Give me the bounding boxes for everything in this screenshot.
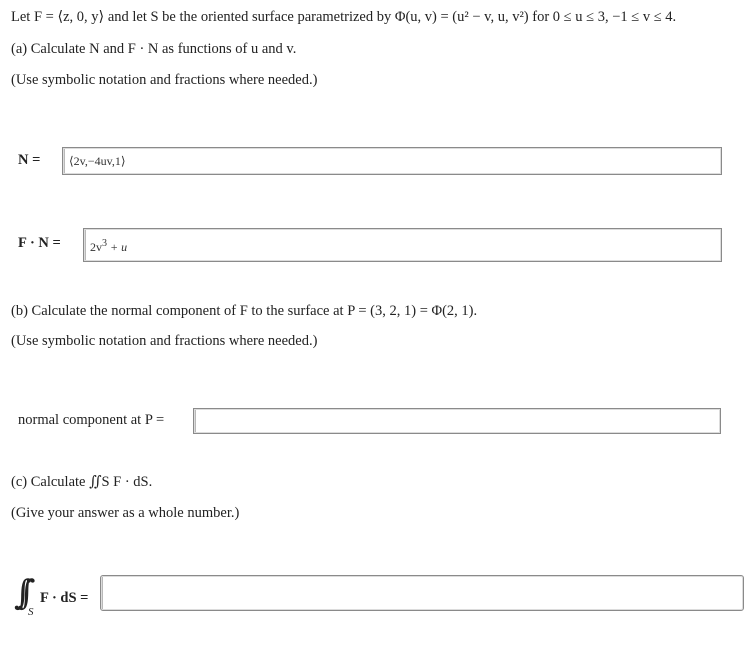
integral-subscript: S — [28, 606, 34, 618]
part-c-hint: (Give your answer as a whole number.) — [11, 505, 240, 521]
n-input[interactable] — [62, 147, 722, 175]
part-a-question: (a) Calculate N and F · N as functions of u and v. — [11, 41, 297, 57]
problem-statement — [11, 9, 676, 26]
normal-component-label: normal component at P = — [18, 412, 165, 428]
normal-component-input[interactable] — [193, 408, 721, 434]
fn-input[interactable] — [83, 228, 722, 262]
fn-label: F · N = — [18, 235, 61, 251]
fn-input-value: $2v^3 + u$ — [90, 237, 128, 254]
flux-label: F · dS = — [40, 590, 89, 606]
part-b-question: (b) Calculate the normal component of F to the surface at P = (3, 2, 1) = Φ(2, 1). — [11, 303, 478, 319]
part-c-question: (c) Calculate ∬S F · dS. — [11, 474, 153, 490]
n-input-value: ⟨2v,−4uv,1⟩ — [69, 153, 126, 168]
part-b-hint: (Use symbolic notation and fractions where needed.) — [11, 333, 318, 349]
intro-text: Let F = ⟨z, 0, y⟩ and let S be the oriented surface parametrized by Φ(u, v) = (u² − v, u, v²) for 0 ≤ u ≤ 3, −1 ≤ v ≤ 4. — [11, 9, 677, 25]
flux-input[interactable] — [100, 575, 744, 611]
n-label: N = — [18, 152, 41, 168]
part-a-hint: (Use symbolic notation and fractions where needed.) — [11, 72, 318, 88]
double-integral-icon: ∫∫ — [14, 573, 22, 613]
